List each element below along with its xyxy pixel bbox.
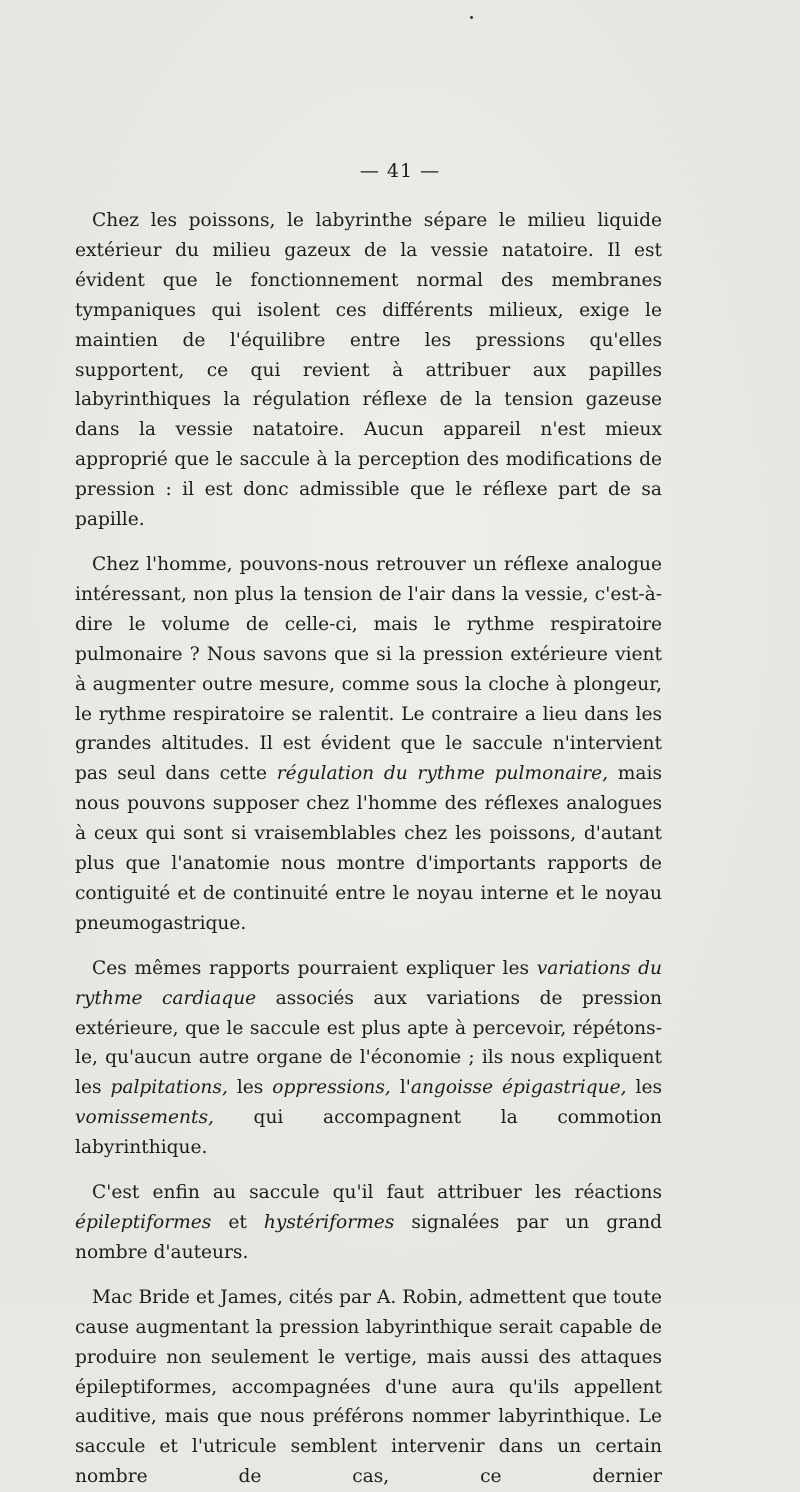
italic-term: angoisse épigastrique, — [410, 1077, 627, 1099]
italic-term: palpitations, — [110, 1077, 228, 1099]
print-speck — [470, 16, 473, 19]
paragraph-human-reflex — [75, 550, 662, 939]
page-number: — 41 — — [359, 160, 441, 182]
body-text — [75, 206, 662, 1492]
text-run: Chez les poissons, le labyrinthe sépare le milieu liquide extérieur du milieu gazeux de la vessie natatoire. Il est évident que le fonctionnement normal des membranes tympaniques qui isolent ces différents milieux, exige le maintien de l'équilibre entre les pressions qu'elles supportent, ce qui revient à attribuer aux papilles labyrinthiques la régulation réflexe de la tension gazeuse dans la vessie natatoire. Aucun appareil n'est mieux approprié que le saccule à la perception des modifications de pression : il est donc admissible que le réflexe part de sa papille. — [75, 210, 662, 531]
italic-term: oppressions, — [272, 1077, 391, 1099]
paragraph-mac-bride-james — [75, 1283, 662, 1492]
text-run: qui accompagnent la commotion labyrinthique. — [75, 1107, 662, 1159]
text-run: l' — [390, 1077, 411, 1099]
italic-term: vomissements, — [75, 1107, 214, 1129]
text-run: Mac Bride et James, cités par A. Robin, admettent que toute cause augmentant la pression labyrinthique serait capable de produire non seulement le vertige, mais aussi des attaques épileptiformes, accompagnées d'une aura qu'ils appellent auditive, mais que nous préférons nommer labyrinthique. Le saccule et l'utricule semblent intervenir dans un certain nombre de cas, ce dernier — [75, 1286, 662, 1488]
text-run: signalées par un grand nombre d'auteurs. — [75, 1212, 663, 1263]
text-run: les — [227, 1077, 273, 1099]
text-run: C'est enfin au saccule qu'il faut attribuer les réactions — [92, 1182, 662, 1204]
text-run: Ces mêmes rapports pourraient expliquer les — [92, 957, 537, 979]
text-run: Chez l'homme, pouvons-nous retrouver un réflexe analogue intéressant, non plus la tension de l'air dans la vessie, c'est-à-dire le volume de celle-ci, mais le rythme respiratoire pulmonaire ? Nous savons que si la pression extérieure vient à augmenter outre mesure, comme sous la cloche à plongeur, le rythme respiratoire se ralentit. Le contraire a lieu dans les grandes altitudes. Il est évident que le saccule n'intervient pas seul dans cette — [75, 553, 662, 785]
text-run: et — [211, 1212, 264, 1233]
text-run: mais nous pouvons supposer chez l'homme des réflexes analogues à ceux qui sont si vraisemblables chez les poissons, d'autant plus que l'anatomie nous montre d'importants rapports de contiguité et de continuité entre le noyau interne et le noyau pneumogastrique. — [75, 763, 662, 934]
paragraph-cardiac-rhythm — [75, 954, 662, 1163]
italic-term: variations du rythme cardiaque — [75, 957, 662, 1009]
text-run: associés aux variations de pression extérieure, que le saccule est plus apte à percevoir, répétons-le, qu'aucun autre organe de l'économie ; ils nous expliquent les — [75, 987, 662, 1099]
italic-term: hystériformes — [263, 1212, 395, 1233]
paragraph-fish-labyrinth — [75, 206, 662, 535]
italic-term: régulation du rythme pulmonaire, — [276, 763, 609, 785]
paragraph-epileptiform — [75, 1178, 662, 1268]
text-run: les — [626, 1077, 662, 1099]
italic-term: épileptiformes — [75, 1212, 212, 1233]
